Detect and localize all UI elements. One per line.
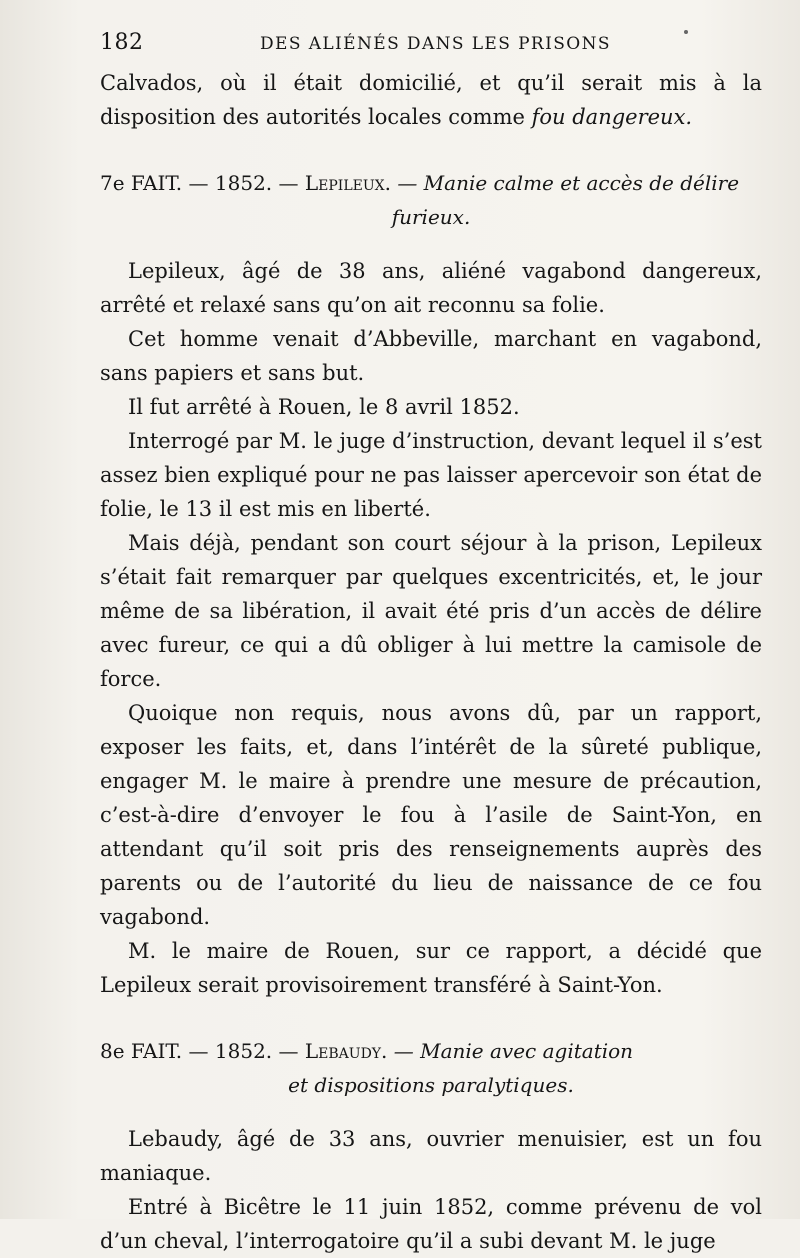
fait8-heading	[100, 1034, 762, 1102]
intro-text: Calvados, où il était domicilié, et qu’il serait mis à la disposition des autorités locales comme	[100, 71, 762, 129]
page-header	[100, 30, 762, 66]
fait8-number: 8e	[100, 1039, 125, 1063]
fait8-name: Lebaudy.	[304, 1039, 388, 1063]
fait7-paragraph: Mais déjà, pendant son court séjour à la prison, Lepileux s’était fait remarquer par quelques excentricités, et, le jour même de sa libération, il avait été pris d’un accès de délire avec fureur, ce qui a dû obliger à lui mettre la camisole de force.	[100, 531, 762, 691]
fait8-date: — 1852. —	[188, 1039, 299, 1063]
intro-paragraph	[100, 66, 762, 134]
page-number: 182	[100, 30, 144, 55]
fait7-paragraph: Il fut arrêté à Rouen, le 8 avril 1852.	[128, 395, 520, 419]
spacer	[100, 1102, 762, 1122]
fait7-date: — 1852. —	[188, 171, 299, 195]
fait8-title-line2: et dispositions paralytiques.	[288, 1073, 574, 1097]
fait7-paragraph: Quoique non requis, nous avons dû, par un rapport, exposer les faits, et, dans l’intérêt de la sûreté publique, engager M. le maire à prendre une mesure de précaution, c’est-à-dire d’envoyer le fou à l’asile de Saint-Yon, en attendant qu’il soit pris des renseignements auprès des parents ou de l’autorité du lieu de naissance de ce fou vagabond.	[100, 701, 762, 929]
fait7-number: 7e	[100, 171, 125, 195]
fait7-label: FAIT.	[130, 171, 183, 195]
spacer	[100, 1002, 762, 1022]
fait7-title-line2: furieux.	[391, 205, 471, 229]
fait7-paragraph: Lepileux, âgé de 38 ans, aliéné vagabond dangereux, arrêté et relaxé sans qu’on ait reconnu sa folie.	[100, 259, 762, 317]
fait7-paragraph: Cet homme venait d’Abbeville, marchant en vagabond, sans papiers et sans but.	[100, 327, 762, 385]
intro-italic: fou dangereux.	[531, 105, 693, 129]
fait8-label: FAIT.	[130, 1039, 183, 1063]
fait7-paragraph: Interrogé par M. le juge d’instruction, devant lequel il s’est assez bien expliqué pour ne pas laisser apercevoir son état de folie, le 13 il est mis en liberté.	[100, 429, 762, 521]
spacer	[100, 234, 762, 254]
fait8-paragraph: Entré à Bicêtre le 11 juin 1852, comme prévenu de vol d’un cheval, l’interrogatoire qu’il a subi devant M. le juge	[100, 1195, 762, 1253]
fait7-name: Lepileux.	[304, 171, 391, 195]
fait8-title-line1: — Manie avec agitation	[393, 1039, 634, 1063]
fait7-title-line1: — Manie calme et accès de délire	[397, 171, 740, 195]
fait7-paragraph: M. le maire de Rouen, sur ce rapport, a décidé que Lepileux serait provisoirement transféré à Saint-Yon.	[100, 939, 762, 997]
spacer	[100, 134, 762, 154]
running-head: DES ALIÉNÉS DANS LES PRISONS	[260, 34, 611, 54]
ink-speck	[684, 30, 688, 34]
fait7-heading	[100, 166, 762, 234]
fait8-paragraph: Lebaudy, âgé de 33 ans, ouvrier menuisier, est un fou maniaque.	[100, 1127, 762, 1185]
